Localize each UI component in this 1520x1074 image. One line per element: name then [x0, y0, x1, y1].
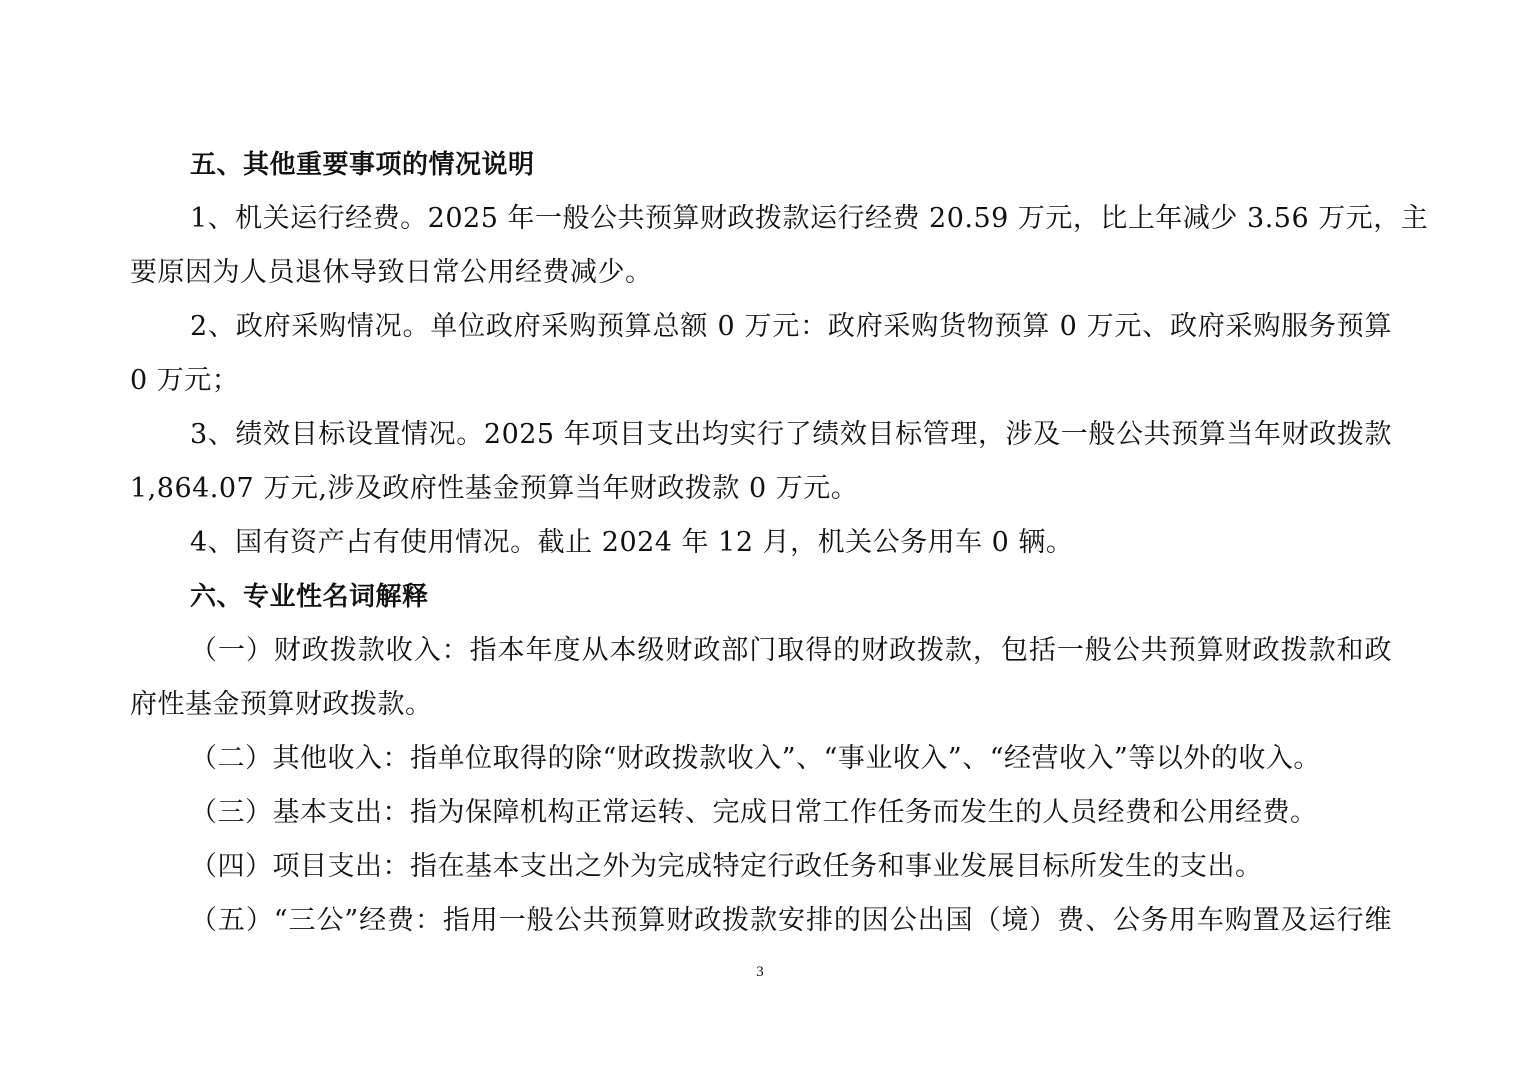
- paragraph-line: 2、政府采购情况。单位政府采购预算总额 0 万元：政府采购货物预算 0 万元、政府采购服务预算: [190, 311, 1392, 342]
- paragraph-line: 1,864.07 万元,涉及政府性基金预算当年财政拨款 0 万元。: [130, 473, 859, 504]
- document-page: [130, 138, 1429, 948]
- section-heading-terminology: 六、专业性名词解释: [190, 582, 429, 612]
- paragraph-line: （二）其他收入：指单位取得的除“财政拨款收入”、“事业收入”、“经营收入”等以外的收入。: [190, 743, 1321, 774]
- paragraph-line: （五）“三公”经费：指用一般公共预算财政拨款安排的因公出国（境）费、公务用车购置及运行维: [190, 905, 1392, 936]
- paragraph-line: 1、机关运行经费。2025 年一般公共预算财政拨款运行经费 20.59 万元，比上年减少 3.56 万元，主: [190, 203, 1429, 234]
- paragraph-line: 要原因为人员退休导致日常公用经费减少。: [130, 257, 653, 288]
- paragraph-line: （一）财政拨款收入：指本年度从本级财政部门取得的财政拨款，包括一般公共预算财政拨款和政: [190, 635, 1392, 666]
- paragraph-line: 府性基金预算财政拨款。: [130, 689, 433, 720]
- page-number: 3: [756, 964, 764, 980]
- section-heading-other-matters: 五、其他重要事项的情况说明: [190, 150, 535, 180]
- paragraph-line: 3、绩效目标设置情况。2025 年项目支出均实行了绩效目标管理，涉及一般公共预算当年财政拨款: [190, 419, 1392, 450]
- paragraph-line: （三）基本支出：指为保障机构正常运转、完成日常工作任务而发生的人员经费和公用经费。: [190, 797, 1318, 828]
- paragraph-line: （四）项目支出：指在基本支出之外为完成特定行政任务和事业发展目标所发生的支出。: [190, 851, 1263, 882]
- paragraph-line: 4、国有资产占有使用情况。截止 2024 年 12 月，机关公务用车 0 辆。: [190, 527, 1074, 558]
- paragraph-line: 0 万元；: [130, 365, 240, 396]
